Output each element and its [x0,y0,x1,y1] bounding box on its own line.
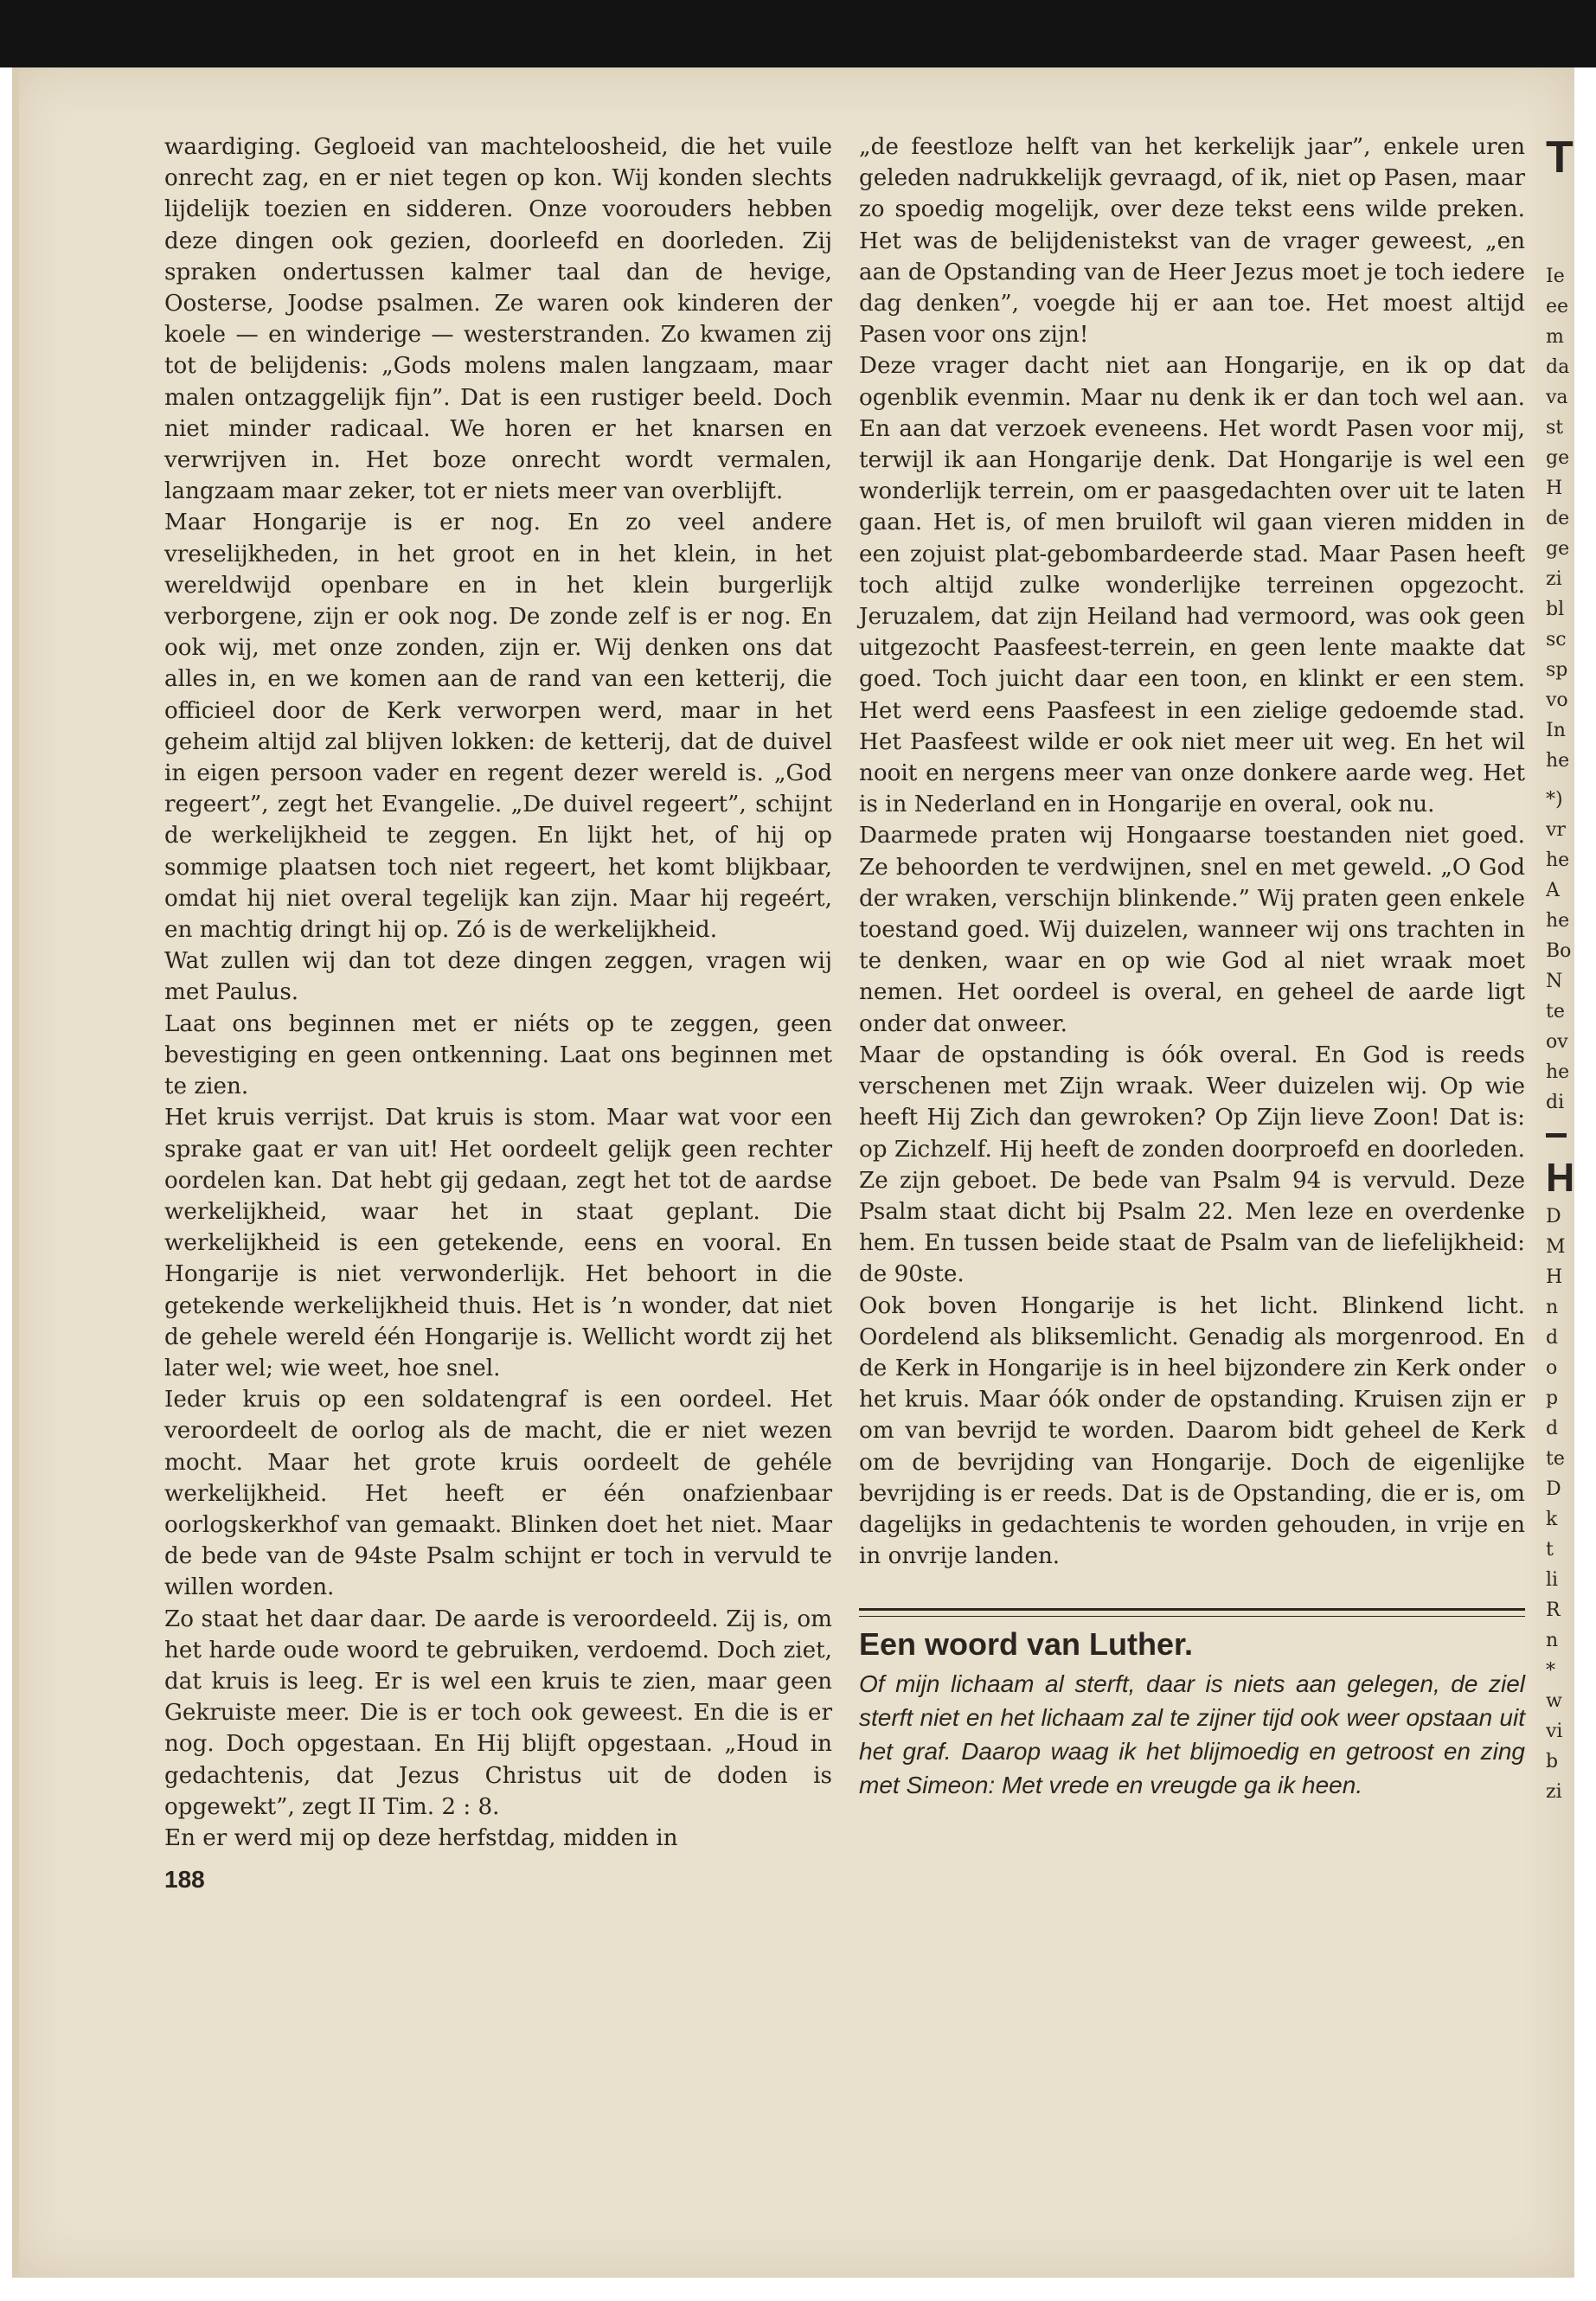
paragraph: Zo staat het daar daar. De aarde is veroordeeld. Zij is, om het harde oude woord te gebruiken, verdoemd. Doch ziet, dat kruis is leeg. Er is wel een kruis te zien, maar geen Gekruiste meer. Die is er toch ook geweest. En die is er nog. Doch opgestaan. En Hij blijft opgestaan. „Houd in gedachtenis, dat Jezus Christus uit de doden is opgewekt”, zegt II Tim. 2 : 8. [164,1606,832,1820]
fragment-line: he [1546,1061,1570,1083]
fragment-line: D [1546,1478,1561,1500]
fragment-line: Ie [1546,266,1565,287]
fragment-line: vi [1546,1721,1563,1742]
fragment-line: R [1546,1599,1561,1621]
fragment-line: he [1546,849,1570,871]
fragment-line: w [1546,1690,1562,1712]
paragraph: Daarmede praten wij Hongaarse toestanden niet goed. Ze behoorden te verdwijnen, snel en met geweld. „O God der wraken, verschijn blinkende.” Wij praten geen enkele toestand goed. Wij duizelen, wanneer wij ons trachten in te denken, waar en op wie God al niet wraak moet nemen. Het oordeel is overal, en geheel de aarde ligt onder dat onweer. [859,823,1525,1037]
paragraph: Wat zullen wij dan tot deze dingen zeggen, vragen wij met Paulus. [164,948,832,1006]
right-column [859,131,1525,1802]
fragment-line: * [1546,1660,1555,1682]
paragraph: En er werd mij op deze herfstdag, midden in [164,1824,678,1851]
adjacent-page-fragment [1546,131,1579,1807]
adjacent-lines-a [1546,261,1579,776]
fragment-line: k [1546,1509,1558,1530]
fragment-line: D [1546,1206,1561,1227]
fragment-line: sp [1546,659,1568,681]
page-binding-edge [12,67,19,2278]
adjacent-heading-bottom: H [1546,1155,1575,1200]
paragraph: Maar de opstanding is óók overal. En God is reeds verschenen met Zijn wraak. Weer duizelen wij. Op wie heeft Hij Zich dan gewroken? Op Zijn lieve Zoon! Dat is: op Zichzelf. Hij heeft de zonden doorproefd en doorleden. Ze zijn geboet. De bede van Psalm 94 is vervuld. Deze Psalm staat dicht bij Psalm 22. Men leze en overdenke hem. En tussen beide staat de Psalm van de liefelijkheid: de 90ste. [859,1042,1525,1288]
fragment-line: te [1546,1448,1565,1470]
paragraph: „de feestloze helft van het kerkelijk jaar”, enkele uren geleden nadrukkelijk gevraagd, of ik, niet op Pasen, maar zo spoedig mogelijk, over deze tekst eens wilde preken. Het was de belijdenistekst van de vrager geweest, „en aan de Opstanding van de Heer Jezus moet je toch iedere dag denken”, voegde hij er aan toe. Het moest altijd Pasen voor ons zijn! [859,134,1525,349]
fragment-line: H [1546,1266,1563,1288]
fragment-line: In [1546,720,1566,741]
fragment-line: vr [1546,819,1566,841]
fragment-line: ge [1546,538,1570,560]
fragment-line: de [1546,508,1570,529]
paragraph: Laat ons beginnen met er niéts op te zeggen, geen bevestiging en geen ontkenning. Laat ons beginnen met te zien. [164,1010,832,1100]
paragraph: Deze vrager dacht niet aan Hongarije, en ik op dat ogenblik evenmin. Maar nu denk ik er dan toch wel aan. En aan dat verzoek eveneens. Het wordt Pasen voor mij, terwijl ik aan Hongarije denk. Dat Hongarije is wel een wonderlijk terrein, om er paasgedachten over uit te laten gaan. Het is, of men bruiloft wil gaan vieren midden in een zojuist plat-gebombardeerde stad. Maar Pasen heeft toch altijd zulke wonderlijke terreinen opgezocht. Jeruzalem, dat zijn Heiland had vermoord, was ook geen uitgezocht Paasfeest-terrein, en geen lente maakte dat goed. Toch juicht daar een toon, en klinkt er een stem. Het werd eens Paasfeest in een zielige gedoemde stad. Het Paasfeest wilde er ook niet meer uit weg. En het wil nooit en nergens meer van onze donkere aarde weg. Het is in Nederland en in Hongarije en overal, ook nu. [859,353,1525,818]
fragment-line: M [1546,1236,1566,1258]
paragraph: Ieder kruis op een soldatengraf is een oordeel. Het veroordeelt de oorlog als de macht, die er niet wezen mocht. Maar het grote kruis oordeelt de gehéle werkelijkheid. Het heeft er één onafzienbaar oorlogskerkhof van gemaakt. Blinken doet het niet. Maar de bede van de 94ste Psalm schijnt er toch in vervuld te willen worden. [164,1387,832,1601]
adjacent-footnote [1546,785,1579,1118]
fragment-line: A [1546,880,1560,901]
page-number: 188 [164,1866,205,1894]
box-divider [859,1608,1525,1617]
luther-box-title: Een woord van Luther. [859,1626,1194,1663]
luther-quote: Of mijn lichaam al sterft, daar is niets aan gelegen, de ziel sterft niet en het lichaam zal te zijner tijd ook weer opstaan uit het graf. Daarop waag ik het blijmoedig en getroost en zing met Simeon: Met vrede en vreugde ga ik heen. [859,1670,1525,1799]
paragraph: Ook boven Hongarije is het licht. Blinkend licht. Oordelend als bliksemlicht. Genadig als morgenrood. En de Kerk in Hongarije is in heel bijzondere zin Kerk onder het kruis. Maar óók onder de opstanding. Kruisen zijn er om van bevrijd te worden. Daarom bidt geheel de Kerk om de bevrijding van Hongarije. Doch de eigenlijke bevrijding is er reeds. Dat is de Opstanding, die er is, om dagelijks in gedachtenis te worden gehouden, in vrije en in onvrije landen. [859,1292,1525,1570]
fragment-line: Bo [1546,940,1572,962]
fragment-line: ov [1546,1031,1568,1053]
fragment-line: o [1546,1357,1558,1379]
paragraph: Maar Hongarije is er nog. En zo veel andere vreselijkheden, in het groot en in het klein, in het wereldwijd openbare en in het klein burgerlijk verborgene, zijn er ook nog. De zonde zelf is er nog. En ook wij, met onze zonden, zijn er. Wij denken ons dat alles in, en we komen aan de rand van een ketterij, die officieel door de Kerk verworpen werd, maar in het geheim altijd zal blijven lokken: de ketterij, dat de duivel in eigen persoon vader en regent dezer wereld is. „God regeert”, zegt het Evangelie. „De duivel regeert”, schijnt de werkelijkheid te zeggen. En lijkt het, of hij op sommige plaatsen toch niet regeert, het komt blijkbaar, omdat hij niet overal tegelijk kan zijn. Maar hij regeért, en machtig dringt hij op. Zó is de werkelijkheid. [164,510,832,944]
fragment-line: sc [1546,629,1567,651]
fragment-line: bl [1546,599,1565,620]
adjacent-divider [1546,1133,1567,1138]
fragment-line: he [1546,910,1570,932]
fragment-line: n [1546,1630,1559,1651]
fragment-line: da [1546,356,1570,378]
fragment-line: zi [1546,568,1562,590]
fragment-line: vo [1546,689,1568,711]
fragment-line: H [1546,478,1563,499]
fragment-line: he [1546,750,1570,772]
fragment-line: b [1546,1751,1559,1772]
fragment-line: ge [1546,447,1570,469]
fragment-line: *) [1546,789,1563,811]
fragment-line: ee [1546,296,1569,317]
fragment-line: d [1546,1418,1559,1439]
adjacent-heading-top: T [1546,132,1574,183]
left-column [164,131,832,1897]
fragment-line: st [1546,417,1564,439]
fragment-line: N [1546,971,1563,992]
fragment-line: p [1546,1388,1559,1409]
adjacent-lines-b [1546,1202,1579,1807]
fragment-line: t [1546,1539,1554,1561]
fragment-line: va [1546,387,1568,408]
paragraph: waardiging. Gegloeid van machteloosheid, die het vuile onrecht zag, en er niet tegen op kon. Wij konden slechts lijdelijk toezien en sidderen. Onze voorouders hebben deze dingen ook gezien, doorleefd en doorleden. Zij spraken ondertussen kalmer taal dan de hevige, Oosterse, Joodse psalmen. Ze waren ook kinderen der koele — en winderige — westerstranden. Zo kwamen zij tot de belijdenis: „Gods molens malen langzaam, maar malen ontzaggelijk fijn”. Dat is een rustiger beeld. Doch niet minder radicaal. We horen er het knarsen en verwrijven in. Het boze onrecht wordt vermalen, langzaam maar zeker, tot er niets meer van overblijft. [164,134,832,505]
fragment-line: di [1546,1092,1565,1113]
fragment-line: n [1546,1297,1559,1318]
fragment-line: te [1546,1001,1565,1022]
fragment-line: zi [1546,1781,1562,1803]
scan-top-border [0,0,1596,67]
fragment-line: m [1546,326,1564,348]
paragraph: Het kruis verrijst. Dat kruis is stom. Maar wat voor een sprake gaat er van uit! Het oordeelt gelijk geen rechter oordelen kan. Dat hebt gij gedaan, zegt het tot de aardse werkelijkheid, waar het in staat geplant. Die werkelijkheid is een getekende, eens en vooral. En Hongarije is niet verwonderlijk. Het behoort in die getekende werkelijkheid thuis. Het is ’n wonder, dat niet de gehele wereld één Hongarije is. Wellicht wordt zij het later wel; wie weet, hoe snel. [164,1105,832,1381]
fragment-line: li [1546,1569,1559,1591]
fragment-line: d [1546,1327,1559,1349]
